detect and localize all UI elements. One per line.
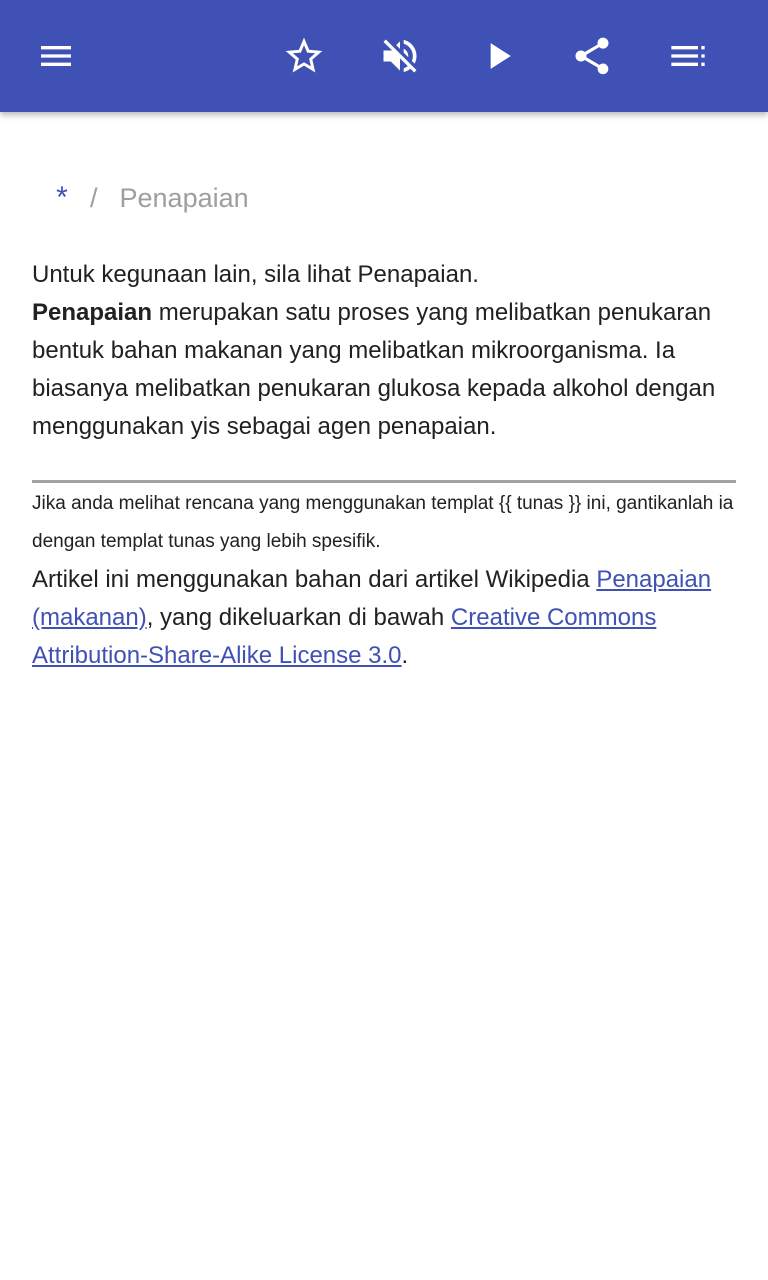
breadcrumb: [54, 178, 249, 218]
share-icon: [570, 34, 614, 78]
attribution: [32, 561, 736, 675]
mute-button[interactable]: [360, 16, 440, 96]
source-article-link[interactable]: Penapaian (makanan): [32, 566, 712, 631]
breadcrumb-home-link[interactable]: *: [56, 181, 68, 214]
article-content: [32, 256, 736, 675]
lead-paragraph: [32, 294, 736, 446]
article-term: Penapaian: [32, 299, 153, 326]
volume-off-icon: [378, 34, 422, 78]
list-icon: [668, 36, 708, 76]
breadcrumb-separator: /: [90, 182, 98, 213]
stub-notice: Jika anda melihat rencana yang menggunakan templat {{ tunas }} ini, gantikanlah ia dengan templat tunas yang lebih spesifik.: [32, 493, 734, 552]
menu-icon: [36, 36, 76, 76]
star-outline-icon: [282, 34, 326, 78]
hatnote: Untuk kegunaan lain, sila lihat Penapaian.: [32, 261, 479, 288]
attribution-middle: , yang dikeluarkan di bawah: [146, 604, 451, 631]
lead-text: merupakan satu proses yang melibatkan penukaran bentuk bahan makanan yang melibatkan mikroorganisma. Ia biasanya melibatkan penukaran glukosa kepada alkohol dengan menggunakan yis sebagai agen penapaian.: [32, 299, 716, 440]
license-link[interactable]: Creative Commons Attribution-Share-Alike License 3.0: [32, 604, 657, 669]
favorite-button[interactable]: [264, 16, 344, 96]
play-button[interactable]: [458, 16, 538, 96]
attribution-suffix: .: [401, 642, 409, 669]
breadcrumb-current: Penapaian: [119, 182, 249, 213]
contents-button[interactable]: [648, 16, 728, 96]
play-icon: [476, 34, 520, 78]
attribution-prefix: Artikel ini menggunakan bahan dari artikel Wikipedia: [32, 566, 597, 593]
divider: [32, 480, 736, 483]
menu-button[interactable]: [16, 16, 96, 96]
app-toolbar: [0, 0, 768, 112]
share-button[interactable]: [552, 16, 632, 96]
